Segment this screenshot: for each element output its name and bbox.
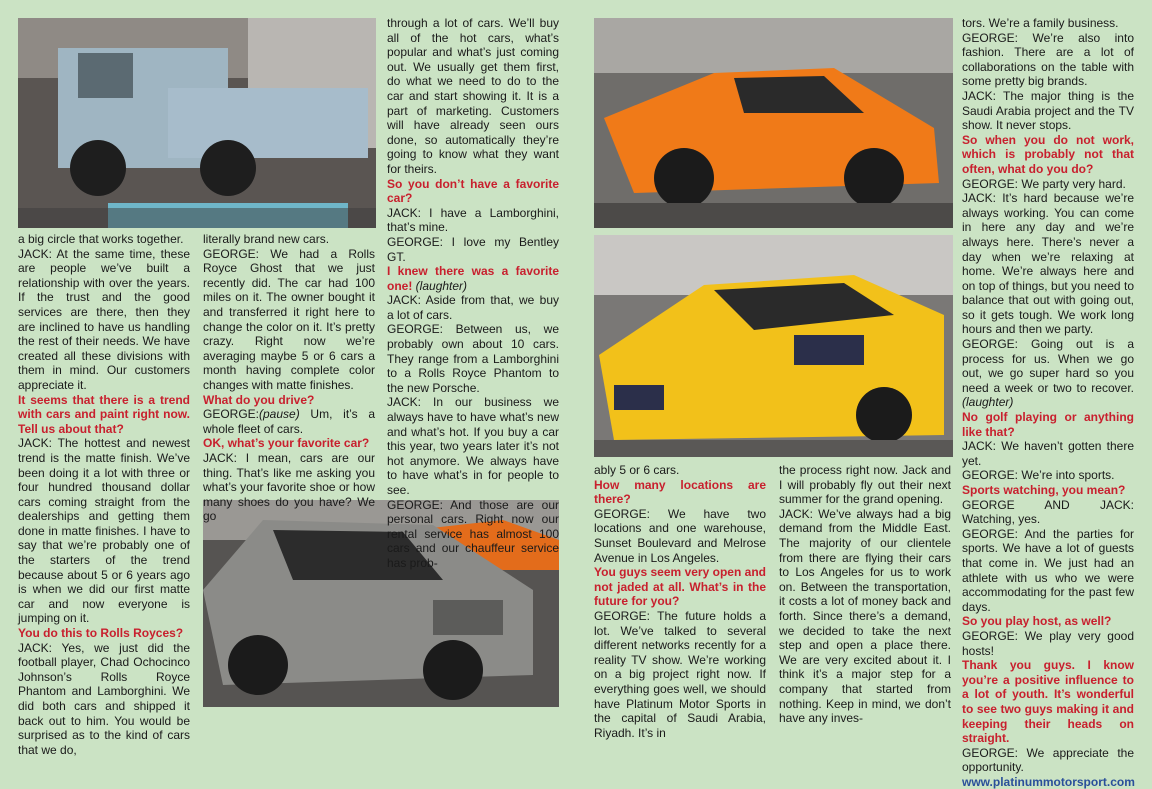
interview-question: So you play host, as well?	[962, 614, 1112, 629]
interview-answer: JACK: We haven’t gotten there yet.	[962, 439, 1134, 468]
interview-answer: JACK: It’s hard because we’re always working. You can come in here any day and we’re always here. There’s never a day when we’re relaxing at home. We’re always here and on top of things, but you need to balance that out with going out, so it gets tough. We work long hours and then we party.	[962, 191, 1134, 337]
interview-answer: GEORGE:(pause) Um, it’s a whole fleet of cars.	[203, 407, 375, 436]
yellow-lamborghini-photo	[594, 235, 953, 457]
aside-text: (laughter)	[412, 278, 468, 293]
interview-answer: JACK: The hottest and newest trend is the matte finish. We’ve been doing it a lot with three or four hundred thousand dollar cars coming straight from the dealerships and getting them done in matte finishes. I have to say that we’re probably one of the starters of the trend because about 5 or 6 years ago is when we did our first matte car and now everyone is jumping on it.	[18, 436, 190, 626]
interview-answer: JACK: We’ve always had a big demand from the Middle East. The majority of our clientele from there are flying their cars to Los Angeles for us to work on. Between the transportation, it costs a lot of money back and forth. Since there’s a demand, we decided to take the next step and open a place there. We are very excited about it. I think it’s a major step for a company that started from nothing. Keep in mind, we don’t have any inves-	[779, 506, 951, 726]
interview-question: What do you drive?	[203, 392, 315, 407]
interview-answer: GEORGE: The future holds a lot. We’ve talked to several different networks recently for a reality TV show. We’re working on a big project right now. If everything goes well, we should have Platinum Motor Sports in the capital of Saudi Arabia, Riyadh. It’s in	[594, 608, 766, 740]
interview-question: You do this to Rolls Royces?	[18, 626, 184, 641]
interview-answer: a big circle that works together.	[18, 232, 184, 246]
interview-answer: JACK: Aside from that, we buy a lot of cars.	[387, 293, 559, 322]
text-column-3	[387, 16, 559, 570]
interview-answer: JACK: Yes, we just did the football player, Chad Ochocinco Johnson’s Rolls Royce Phantom and Lamborghini. We did both cars and shipped it back out to him. You would be surprised as to the kind of cars that we do,	[18, 640, 190, 757]
interview-question: Sports watching, you mean?	[962, 483, 1126, 497]
interview-answer: ably 5 or 6 cars.	[594, 463, 680, 477]
interview-question: So you don’t have a favorite car?	[387, 176, 559, 206]
interview-answer: GEORGE: We have two locations and one warehouse, Sunset Boulevard and Melrose Avenue in Los Angeles.	[594, 506, 766, 565]
interview-answer: JACK: I mean, cars are our thing. That’s like me asking you what’s your favorite shoe or how many shoes do you have? We go	[203, 450, 375, 524]
interview-question: It seems that there is a trend with cars and paint right now. Tell us about that?	[18, 392, 190, 436]
aside-text: (laughter)	[962, 395, 1014, 410]
interview-answer: GEORGE: I love my Bentley GT.	[387, 234, 559, 264]
interview-answer: JACK: At the same time, these are people we’ve built a relationship with over the years. If the trust and the good services are there, then they are inclined to have us handling the rest of their needs. We have created all these divisions with them in mind. Our customers appreciate it.	[18, 246, 190, 392]
interview-answer: JACK: In our business we always have to have what’s new and what’s hot. If you buy a car this year, two years later it’s not hot anymore. We always have to have what’s in for people to see.	[387, 395, 559, 497]
interview-answer: through a lot of cars. We’ll buy all of the hot cars, what’s popular and what’s just coming out. We usually get them first, do what we need to do to the car and start showing it. It is a part of marketing. Customers will have already seen ours done, so automatically they’re going to know what they want for theirs.	[387, 16, 559, 176]
interview-question: No golf playing or anything like that?	[962, 410, 1134, 439]
interview-answer: GEORGE: Going out is a process for us. When we go out, we go super hard so you need a week or two to recover. (laughter)	[962, 337, 1134, 410]
interview-answer: GEORGE: We’re into sports.	[962, 468, 1115, 483]
interview-question: I knew there was a favorite one! (laughter)	[387, 264, 559, 293]
interview-answer: GEORGE: We appreciate the opportunity.	[962, 745, 1134, 775]
interview-answer: GEORGE: We had a Rolls Royce Ghost that we just recently did. The car had 100 miles on it. The owner bought it and transferred it right here to change the color on it. It’s pretty crazy. Right now we’re averaging maybe 5 or 6 cars a month having complete color changes with matte finishes.	[203, 246, 375, 392]
orange-lamborghini-photo	[594, 18, 953, 228]
website-link[interactable]: www.platinummotorsport.com	[962, 774, 1135, 789]
interview-question: How many locations are there?	[594, 477, 766, 507]
interview-answer: GEORGE: We play very good hosts!	[962, 628, 1134, 658]
interview-answer: GEORGE: And those are our personal cars. Right now our rental service has almost 100 cars and our chauffeur service has prob-	[387, 497, 559, 570]
interview-answer: GEORGE: We’re also into fashion. There are a lot of collaborations on the table with some pretty big brands.	[962, 30, 1134, 89]
interview-question: So when you do not work, which is probably not that often, what do you do?	[962, 132, 1134, 176]
interview-answer: tors. We’re a family business.	[962, 16, 1119, 30]
text-column-4	[594, 463, 766, 740]
text-column-2	[203, 232, 375, 524]
truck-photo	[18, 18, 376, 228]
interview-answer: GEORGE: And the parties for sports. We have a lot of guests that come in. We just had an athlete with us who we were accommodating for the past few days.	[962, 526, 1134, 614]
interview-question: Thank you guys. I know you’re a positive influence to a lot of youth. It’s wonderful to see two guys making it and keeping their heads on straight.	[962, 658, 1134, 746]
aside-text: (pause)	[259, 407, 300, 422]
text-column-1	[18, 232, 190, 757]
text-column-6	[962, 16, 1135, 789]
interview-question: OK, what’s your favorite car?	[203, 436, 370, 451]
interview-answer: JACK: I have a Lamborghini, that’s mine.	[387, 205, 559, 235]
interview-answer: literally brand new cars.	[203, 232, 330, 246]
text-column-5	[779, 463, 951, 726]
interview-answer: GEORGE AND JACK: Watching, yes.	[962, 497, 1134, 527]
interview-answer: the process right now. Jack and I will probably fly out their next summer for the grand opening.	[779, 463, 951, 507]
interview-answer: JACK: The major thing is the Saudi Arabia project and the TV show. It never stops.	[962, 88, 1134, 133]
interview-question: You guys seem very open and not jaded at all. What’s in the future for you?	[594, 565, 766, 609]
interview-answer: GEORGE: We party very hard.	[962, 176, 1126, 191]
interview-answer: GEORGE: Between us, we probably own about 10 cars. They range from a Lamborghini to a Rolls Royce Phantom to the new Porsche.	[387, 322, 559, 395]
